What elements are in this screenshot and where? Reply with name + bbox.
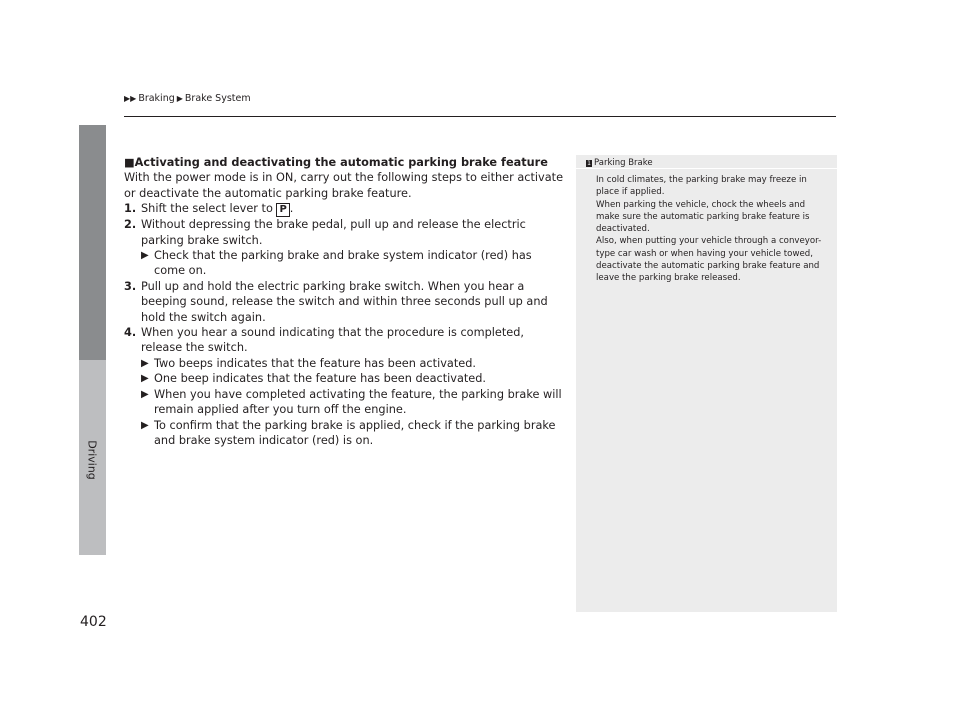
section-heading: ■Activating and deactivating the automatic parking brake feature <box>124 156 548 169</box>
breadcrumb-level2[interactable]: Brake System <box>184 93 251 104</box>
sub-text: To confirm that the parking brake is applied, check if the parking brake and brake system indicator (red) is on. <box>154 418 556 447</box>
header-rule <box>124 116 836 117</box>
step-4-sub <box>124 356 564 371</box>
main-content <box>124 155 564 448</box>
breadcrumb-arrow-icon: ▶▶ <box>124 94 137 103</box>
park-position-box: P <box>276 203 289 217</box>
note-body <box>596 174 826 285</box>
step-text: When you hear a sound indicating that the procedure is completed, release the switch. <box>141 326 524 355</box>
step-2 <box>124 217 564 248</box>
step-text: Shift the select lever to <box>141 202 277 216</box>
arrow-icon: ▶ <box>141 357 149 369</box>
sub-text: When you have completed activating the feature, the parking brake will remain applied after you turn off the engine. <box>154 387 562 417</box>
step-2-sub <box>124 248 564 279</box>
section-label: Driving <box>85 440 99 480</box>
step-4-sub <box>124 418 564 449</box>
sub-text: Two beeps indicates that the feature has been activated. <box>154 356 476 370</box>
note-title: Parking Brake <box>594 158 653 168</box>
arrow-icon: ▶ <box>141 373 149 385</box>
note-divider <box>576 168 837 169</box>
arrow-icon: ▶ <box>141 388 149 400</box>
note-paragraph: When parking the vehicle, chock the wheels and make sure the automatic parking brake feature is deactivated. <box>596 199 810 235</box>
arrow-icon: ▶ <box>141 419 149 431</box>
note-paragraph: Also, when putting your vehicle through a conveyor-type car wash or when having your vehicle towed, deactivate the automatic parking brake feature and leave the parking brake released. <box>596 236 822 284</box>
arrow-icon: ▶ <box>141 250 149 262</box>
breadcrumb <box>124 93 251 104</box>
breadcrumb-level1[interactable]: Braking <box>138 93 175 104</box>
step-number: 2. <box>124 218 137 232</box>
step-4-sub <box>124 387 564 418</box>
note-header <box>586 158 653 168</box>
page-number: 402 <box>80 614 107 630</box>
note-paragraph: In cold climates, the parking brake may freeze in place if applied. <box>596 175 807 198</box>
step-1 <box>124 201 564 217</box>
step-number: 1. <box>124 202 137 216</box>
breadcrumb-arrow-icon: ▶ <box>176 94 183 103</box>
step-number: 4. <box>124 326 137 340</box>
step-number: 3. <box>124 279 137 293</box>
step-text-end: . <box>289 202 294 216</box>
note-number-badge: 1 <box>587 159 591 167</box>
step-text: Pull up and hold the electric parking brake switch. When you hear a beeping sound, release the switch and within three seconds pull up and hold the switch again. <box>141 279 548 324</box>
step-4-sub <box>124 371 564 386</box>
step-3 <box>124 279 564 325</box>
intro-text: With the power mode is in ON, carry out the following steps to either activate or deactivate the automatic parking brake feature. <box>124 171 564 200</box>
step-text: Without depressing the brake pedal, pull up and release the electric parking brake switch. <box>141 218 526 247</box>
sub-text: One beep indicates that the feature has been deactivated. <box>154 372 487 386</box>
step-4 <box>124 325 564 356</box>
sub-text: Check that the parking brake and brake system indicator (red) has come on. <box>154 249 532 278</box>
